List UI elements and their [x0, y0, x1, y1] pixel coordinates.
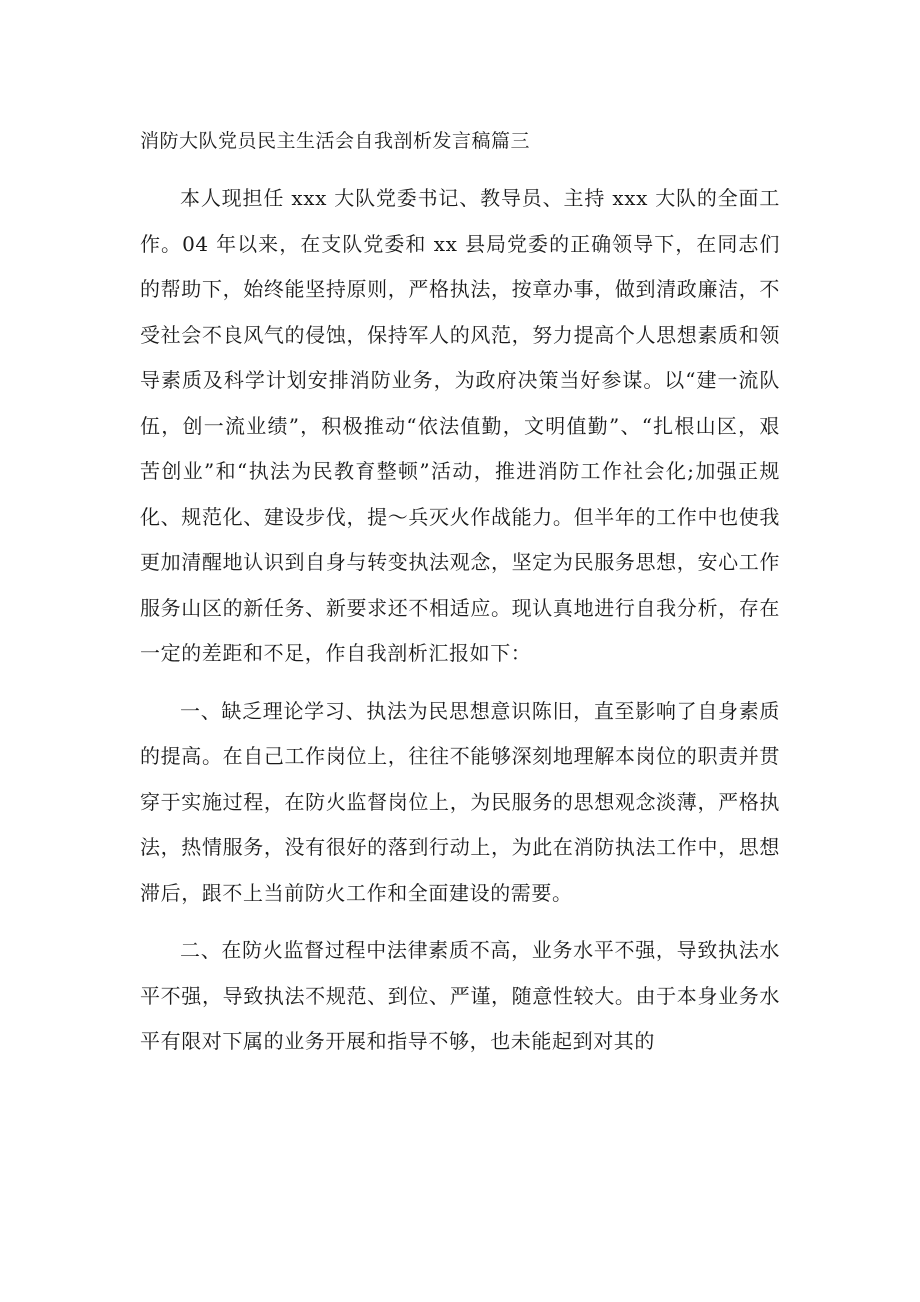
- document-title: 消防大队党员民主生活会自我剖析发言稿篇三: [140, 130, 531, 152]
- paragraph-point-two: 二、在防火监督过程中法律素质不高，业务水平不强，导致执法水平不强，导致执法不规范、到位、严谨，随意性较大。由于本身业务水平有限对下属的业务开展和指导不够，也未能起到对其的: [140, 938, 780, 1053]
- paragraph-point-one: 一、缺乏理论学习、执法为民思想意识陈旧，直至影响了自身素质的提高。在自己工作岗位上，往往不能够深刻地理解本岗位的职责并贯穿于实施过程，在防火监督岗位上，为民服务的思想观念淡薄，严格执法，热情服务，没有很好的落到行动上，为此在消防执法工作中，思想滞后，跟不上当前防火工作和全面建设的需要。: [140, 698, 780, 905]
- paragraph-intro: 本人现担任 xxx 大队党委书记、教导员、主持 xxx 大队的全面工作。04 年以来，在支队党委和 xx 县局党委的正确领导下，在同志们的帮助下，始终能坚持原则，严格执法，按章办事，做到清政廉洁，不受社会不良风气的侵蚀，保持军人的风范，努力提高个人思想素质和领导素质及科学计划安排消防业务，为政府决策当好参谋。以“建一流队伍，创一流业绩”，积极推动“依法值勤，文明值勤”、“扎根山区，艰苦创业”和“执法为民教育整顿”活动，推进消防工作社会化;加强正规化、规范化、建设步伐，提～兵灭火作战能力。但半年的工作中也使我更加清醒地认识到自身与转变执法观念，坚定为民服务思想，安心工作服务山区的新任务、新要求还不相适应。现认真地进行自我分析，存在一定的差距和不足，作自我剖析汇报如下：: [140, 186, 780, 665]
- document-body: [140, 118, 780, 1065]
